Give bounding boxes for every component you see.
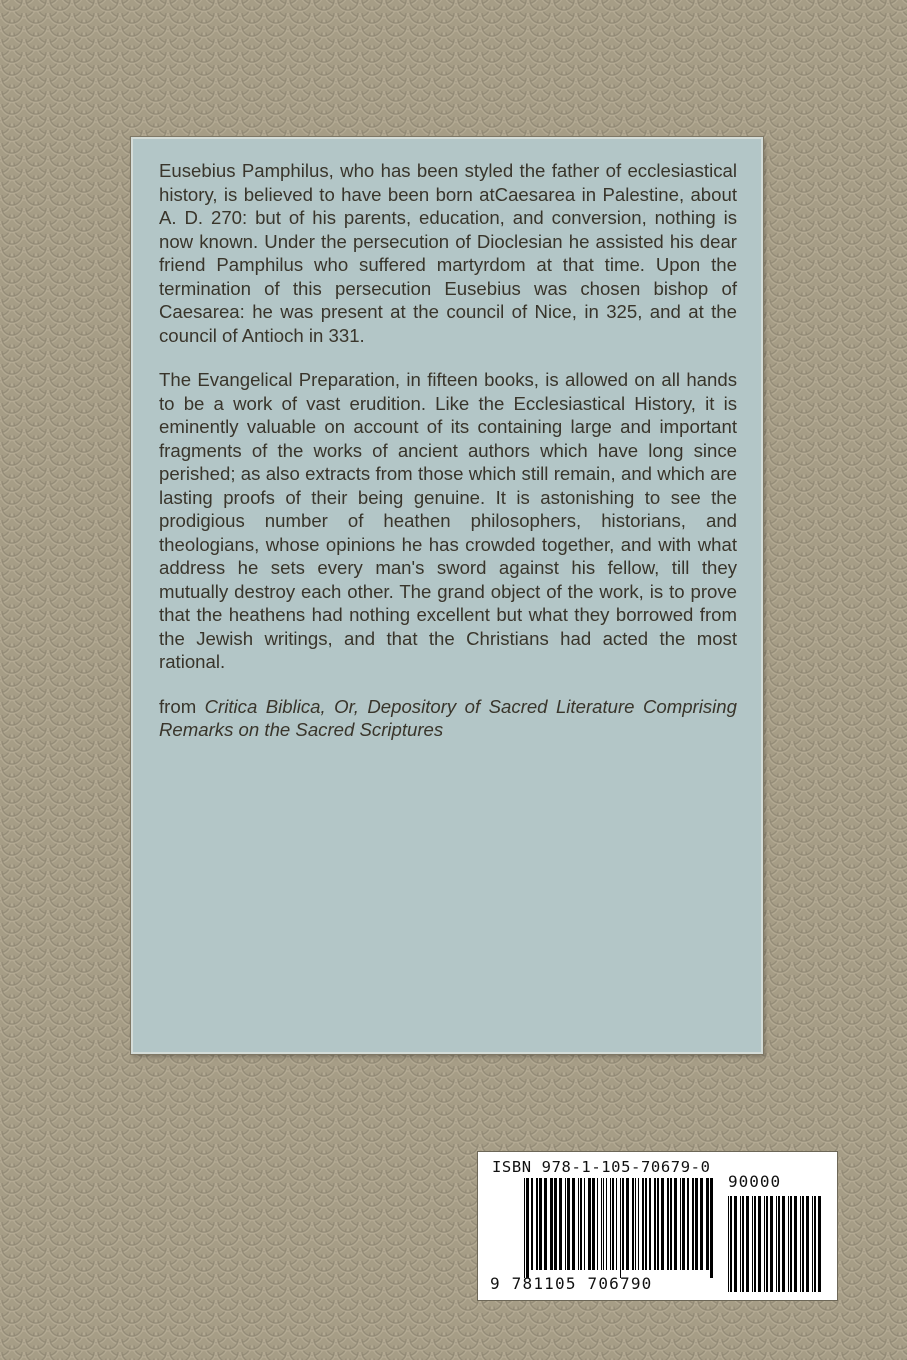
barcode-bar — [746, 1196, 749, 1292]
barcode-bar — [740, 1196, 741, 1292]
barcode-bar — [674, 1178, 677, 1270]
barcode-bar — [734, 1196, 737, 1292]
source-title: Critica Biblica, Or, Depository of Sacred Literature Comprising Remarks on the Sacred Scriptures — [159, 695, 737, 740]
isbn-label: ISBN 978-1-105-70679-0 — [492, 1158, 711, 1176]
barcode-bar — [770, 1196, 773, 1292]
barcode-bar — [565, 1178, 566, 1270]
barcode-bar — [578, 1178, 579, 1270]
barcode-bar — [642, 1178, 644, 1270]
barcode-bar — [536, 1178, 538, 1270]
barcode-bar — [554, 1178, 557, 1270]
price-code: 90000 — [728, 1172, 782, 1191]
ean-digits: 9 781105 706790 — [490, 1274, 653, 1293]
barcode-bar — [814, 1196, 816, 1292]
barcode-bar — [638, 1178, 639, 1270]
barcode-bar — [800, 1196, 801, 1292]
barcode-bar — [620, 1178, 621, 1278]
barcode-bar — [657, 1178, 659, 1270]
barcode-bar — [758, 1196, 761, 1292]
barcode-bar — [728, 1196, 729, 1292]
barcode-bar — [567, 1178, 570, 1270]
barcode-bar — [710, 1178, 713, 1278]
paragraph-evangelical-preparation: The Evangelical Preparation, in fifteen books, is allowed on all hands to be a work of vast erudition. Like the Ecclesiastical History, it is eminently valuable on account of its containing large and important fragments of the works of ancient authors which have long since perished; as also extracts from those which still remain, and which are lasting proofs of their being genuine. It is astonishing to see the prodigious number of heathen philosophers, historians, and theologians, whose opinions he has crowded together, and with what address he sets every man's sword against his fellow, till they mutually destroy each other. The grand object of the work, is to prove that the heathens had nothing excellent but what they borrowed from the Jewish writings, and that the Christians had acted the most rational. — [159, 369, 737, 672]
barcode-bar — [632, 1178, 634, 1270]
barcode-bar — [654, 1178, 656, 1270]
barcode-bar — [695, 1178, 698, 1270]
barcode-bar — [524, 1178, 525, 1278]
barcode-bar — [592, 1178, 595, 1270]
barcode-bar — [754, 1196, 756, 1292]
barcode-bar — [818, 1196, 821, 1292]
barcode-bar — [730, 1196, 732, 1292]
barcode-bar — [597, 1178, 598, 1270]
barcode-bar — [635, 1178, 636, 1270]
barcode-bar — [610, 1178, 611, 1270]
barcode-bar — [626, 1178, 629, 1270]
barcode-bar — [603, 1178, 604, 1270]
barcode-bar — [680, 1178, 681, 1270]
barcode-bar — [588, 1178, 591, 1270]
barcode-bar — [806, 1196, 809, 1292]
barcode-bar — [580, 1178, 582, 1270]
barcode-bar — [616, 1178, 617, 1270]
barcode-bar — [667, 1178, 669, 1270]
barcode-bar — [584, 1178, 585, 1270]
isbn-barcode — [477, 1151, 838, 1301]
barcode-bar — [692, 1178, 694, 1270]
barcode-bar — [682, 1178, 685, 1270]
barcode-bar — [601, 1178, 602, 1270]
barcode-bar — [776, 1196, 777, 1292]
barcode-bar — [700, 1178, 703, 1270]
barcode-bar — [531, 1178, 533, 1270]
barcode-bar — [572, 1178, 575, 1270]
barcode-bar — [812, 1196, 813, 1292]
barcode-bar — [649, 1178, 651, 1270]
barcode-bar — [544, 1178, 547, 1270]
barcode-bar — [778, 1196, 780, 1292]
barcode-bar — [612, 1178, 614, 1270]
barcode-bar — [782, 1196, 785, 1292]
barcode-bar — [661, 1178, 664, 1270]
barcode-bar — [550, 1178, 553, 1270]
source-citation — [159, 695, 737, 742]
barcode-bar — [539, 1178, 542, 1270]
barcode-bar — [788, 1196, 789, 1292]
barcode-bar — [606, 1178, 607, 1270]
paragraph-biography: Eusebius Pamphilus, who has been styled the father of ecclesiastical history, is believed to have been born atCaesarea in Palestine, about A. D. 270: but of his parents, education, and conversion, nothing is now known. Under the persecution of Dioclesian he assisted his dear friend Pamphilus who suffered martyrdom at that time. Upon the termination of this persecution Eusebius was chosen bishop of Caesarea: he was present at the council of Nice, in 325, and at the council of Antioch in 331. — [159, 160, 737, 346]
barcode-bar — [742, 1196, 744, 1292]
description-panel — [131, 137, 763, 1054]
barcode-bar — [794, 1196, 797, 1292]
barcode-bar — [645, 1178, 647, 1270]
barcode-bar — [790, 1196, 792, 1292]
barcode-bar — [622, 1178, 624, 1270]
barcode-bar — [706, 1178, 709, 1270]
source-prefix: from — [159, 695, 197, 717]
barcode-bar — [752, 1196, 753, 1292]
description-text — [159, 159, 737, 763]
barcode-bar — [687, 1178, 689, 1270]
barcode-bar — [670, 1178, 672, 1270]
barcode-bar — [559, 1178, 562, 1270]
barcode-bar — [526, 1178, 529, 1278]
barcode-bar — [764, 1196, 765, 1292]
barcode-bar — [802, 1196, 804, 1292]
barcode-bar — [766, 1196, 768, 1292]
